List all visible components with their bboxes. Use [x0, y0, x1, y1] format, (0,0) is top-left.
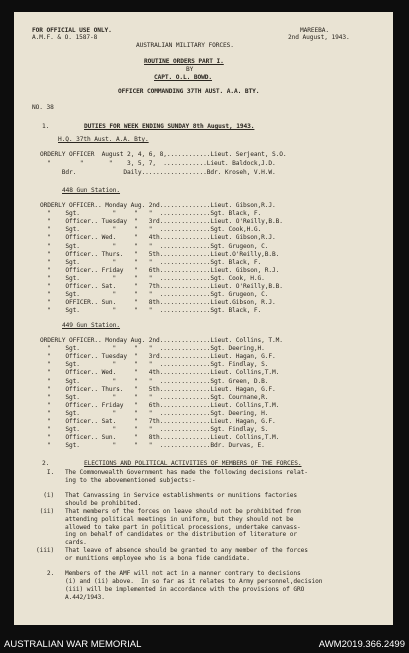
place: MAREEBA.: [300, 27, 330, 34]
text-line: " Sgt. " " " ..............Sgt. Grugeon, C.: [40, 291, 269, 299]
classification: FOR OFFICIAL USE ONLY.: [32, 27, 112, 34]
section-1-number: 1.: [42, 123, 50, 130]
text-line: Bdr. Daily..................Bdr. Kroseh, V.H.W.: [40, 169, 276, 176]
text-line: " Officer.. Sat. " 7th..............Lieut. Hagan, G.F.: [40, 418, 276, 425]
text-line: ORDERLY OFFICER August 2, 4, 6, 8,............Lieut. Serjeant, S.O.: [40, 151, 287, 158]
text-line: ing on behalf of candidates or the distribution of literature or: [36, 531, 298, 539]
hq-title: H.Q. 37th Aust. A.A. Bty.: [58, 136, 149, 143]
text-line: (i) and (ii) above. In so far as it relates to Army personnel,decision: [36, 578, 323, 586]
text-line: " Officer.. Friday " 6th..............Lieut. Gibson, R.J.: [40, 266, 280, 274]
text-line: " Officer.. Friday " 6th..............Lieut. Collins,T.M.: [40, 401, 280, 409]
text-line: " Officer.. Tuesday " 3rd..............Lieut. O'Reilly,B.B.: [40, 218, 283, 226]
text-line: " Sgt. " " " ..............Sgt. Cook, H.G.: [40, 274, 265, 282]
text-line: (iii) That leave of absence should be granted to any member of the forces: [36, 547, 308, 554]
text-line: attending political meetings in uniform, but they should not be: [36, 515, 294, 523]
form-reference: A.M.F. & O. 1587-8: [32, 34, 98, 41]
text-line: (i) That Canvassing in Service establishments or munitions factories: [36, 492, 298, 500]
text-line: " Sgt. " " " ..............Sgt. Cournane,R.: [40, 393, 269, 401]
text-line: " Sgt. " " " ..............Sgt. Findlay, S.: [40, 361, 269, 369]
text-line: " Officer.. Sun. " 8th..............Lieut. Collins,T.M.: [40, 434, 280, 442]
text-line: " Sgt. " " " ..............Sgt. Black, F.: [40, 307, 262, 315]
text-line: " Sgt. " " " ..............Sgt. Deering, H.: [40, 409, 269, 417]
text-line: " Sgt. " " " ..............Sgt. Deering,H.: [40, 345, 265, 353]
text-line: " Officer.. Thurs. " 5th..............Lieut. Hagan, G.F.: [40, 385, 276, 393]
text-line: ORDERLY OFFICER.. Monday Aug. 2nd..............Lieut. Gibson,R.J.: [40, 202, 276, 209]
text-line: (iii) will be implemented in accordance with the provisions of GRO: [36, 586, 305, 593]
text-line: " Sgt. " " " ..............Sgt. Cook,H.G.: [40, 226, 262, 234]
footer-bar: [0, 635, 409, 653]
text-line: (ii) That members of the forces on leave should not be prohibited from: [36, 508, 301, 515]
section-2-number: 2.: [42, 460, 50, 467]
text-line: " Officer.. Tuesday " 3rd..............Lieut. Hagan, G.F.: [40, 353, 276, 361]
footer-id: AWM2019.366.2499: [318, 639, 405, 650]
text-line: " Officer.. Wed. " 4th..............Lieut. Collins,T.M.: [40, 369, 280, 377]
org-title: AUSTRALIAN MILITARY FORCES.: [136, 42, 234, 49]
text-line: ORDERLY OFFICER.. Monday Aug. 2nd..............Lieut. Collins, T.M.: [40, 337, 283, 344]
text-line: " OFFICER.. Sun. " 8th..............Lieut.Gibson, R.J.: [40, 299, 276, 307]
order-number: NO. 38: [32, 104, 54, 111]
by-line: BY: [186, 66, 194, 73]
text-line: " Sgt. " " " ..............Sgt. Black, F.: [40, 258, 262, 266]
text-line: allowed to take part in political processions, undertake canvass-: [36, 523, 301, 531]
text-line: " Sgt. " " " ..............Sgt. Green, D.B.: [40, 377, 269, 385]
issuing-officer: CAPT. O.L. BOWD.: [154, 74, 213, 81]
text-line: " Sgt. " " " ..............Sgt. Findlay, S.: [40, 426, 269, 434]
text-line: or munitions employee who is a bona fide candidate.: [36, 554, 250, 562]
text-line: " Sgt. " " " ..............Sgt. Grugeon, C.: [40, 242, 269, 250]
text-line: A.442/1943.: [36, 593, 105, 601]
document-title: ROUTINE ORDERS PART I.: [144, 58, 224, 65]
text-line: ing to the abovementioned subjects:-: [36, 476, 196, 484]
section-1-title: DUTIES FOR WEEK ENDING SUNDAY 8th August, 1943.: [84, 123, 255, 130]
text-line: " " " 3, 5, 7, ............Lieut. Baldock,J.D.: [40, 160, 276, 167]
text-line: " Sgt. " " " ..............Sgt. Black, F.: [40, 210, 262, 218]
text-line: " Officer.. Wed. " 4th..............Lieut. Gibson,R.J.: [40, 234, 276, 242]
text-line: cards.: [36, 539, 87, 547]
command-line: OFFICER COMMANDING 37TH AUST. A.A. BTY.: [118, 88, 260, 95]
date: 2nd August, 1943.: [288, 34, 350, 41]
footer-source: AUSTRALIAN WAR MEMORIAL: [4, 639, 142, 650]
gun-station-449-title: 449 Gun Station.: [62, 322, 121, 329]
section-2-title: ELECTIONS AND POLITICAL ACTIVITIES OF MEMBERS OF THE FORCES.: [84, 460, 302, 467]
text-line: " Officer.. Sat. " 7th..............Lieut. O'Reilly,B.B.: [40, 283, 283, 290]
text-line: I. The Commonwealth Government has made the following decisions relat-: [36, 469, 308, 476]
document-page: [14, 12, 393, 625]
text-line: 2. Members of the AMF will not act in a manner contrary to decisions: [36, 570, 301, 578]
text-line: " Officer.. Thurs. " 5th..............Lieut.O'Reilly,B.B.: [40, 250, 280, 258]
text-line: should be prohibited.: [36, 500, 142, 508]
text-line: " Sgt. " " " ..............Bdr. Durvas, E.: [40, 442, 265, 450]
gun-station-448-title: 448 Gun Station.: [62, 187, 121, 194]
